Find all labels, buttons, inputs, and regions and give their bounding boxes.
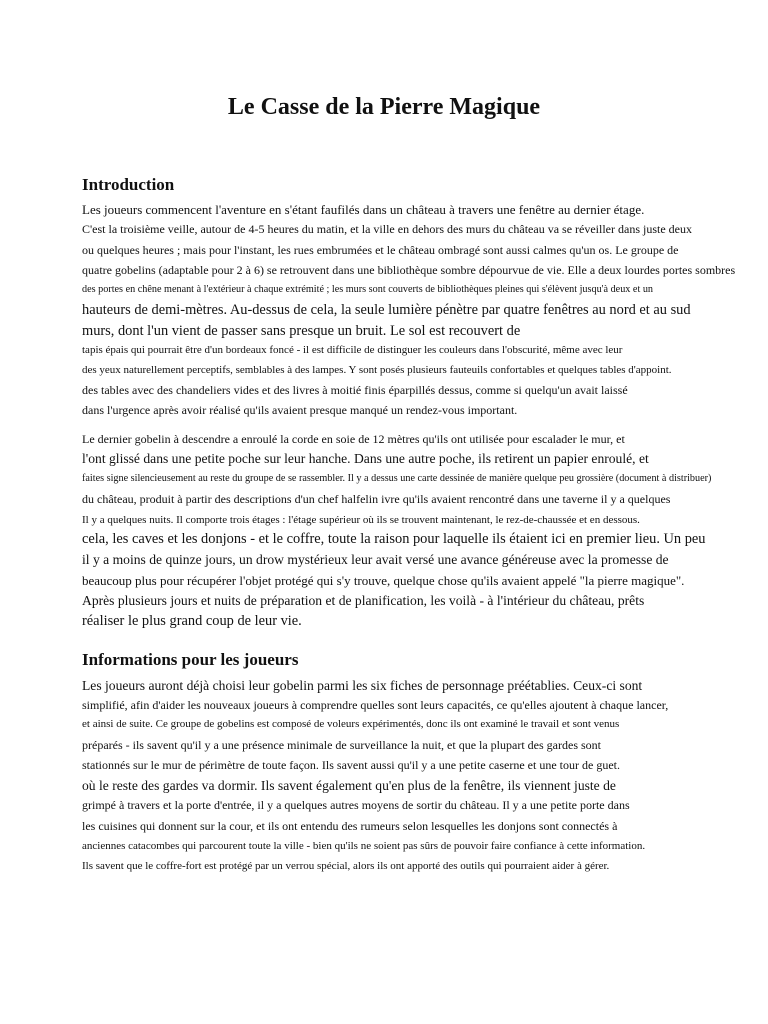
paragraph-line: l'ont glissé dans une petite poche sur leur hanche. Dans une autre poche, ils retirent un papier enroulé, et [82, 451, 649, 466]
paragraph-line: hauteurs de demi-mètres. Au-dessus de cela, la seule lumière pénètre par quatre fenêtres au nord et au sud [82, 302, 691, 318]
document-title: Le Casse de la Pierre Magique [227, 94, 541, 120]
paragraph-line: du château, produit à partir des descriptions d'un chef halfelin ivre qu'ils avaient rencontré dans une taverne il y a quelques [82, 492, 671, 506]
paragraph-line: Après plusieurs jours et nuits de préparation et de planification, les voilà - à l'intérieur du château, prêts [82, 593, 645, 608]
paragraph-line: C'est la troisième veille, autour de 4-5 heures du matin, et la ville en dehors des murs du château va se réveiller dans juste deux [82, 222, 692, 236]
paragraph-line: Le dernier gobelin à descendre a enroulé la corde en soie de 12 mètres qu'ils ont utilisée pour escalader le mur, et [82, 432, 625, 446]
paragraph-line: où le reste des gardes va dormir. Ils savent également qu'en plus de la fenêtre, ils viennent juste de [82, 778, 616, 793]
paragraph-line: dans l'urgence après avoir réalisé qu'ils avaient presque manqué un rendez-vous important. [82, 403, 518, 417]
paragraph-line: des yeux naturellement perceptifs, semblables à des lampes. Y sont posés plusieurs fauteuils confortables et quelques tables d'appoint. [82, 364, 672, 376]
paragraph-line: cela, les caves et les donjons - et le coffre, toute la raison pour laquelle ils étaient ici en premier lieu. Un peu [82, 531, 706, 547]
paragraph-line: murs, dont l'un vient de passer sans presque un bruit. Le sol est recouvert de [82, 323, 521, 339]
paragraph-line: les cuisines qui donnent sur la cour, et ils ont entendu des rumeurs selon lesquelles les donjons sont connectés à [82, 819, 618, 833]
paragraph-line: et ainsi de suite. Ce groupe de gobelins est composé de voleurs expérimentés, donc ils ont examiné le travail et sont venus [82, 718, 620, 730]
paragraph-line: anciennes catacombes qui parcourent toute la ville - bien qu'ils ne soient pas sûrs de pouvoir faire confiance à cette information. [82, 840, 646, 852]
paragraph-line: Il y a quelques nuits. Il comporte trois étages : l'étage supérieur où ils se trouvent maintenant, le rez-de-chaussée et en dessous. [82, 514, 640, 526]
paragraph-line: Les joueurs commencent l'aventure en s'étant faufilés dans un château à travers une fenêtre au dernier étage. [82, 202, 645, 217]
paragraph-line: simplifié, afin d'aider les nouveaux joueurs à comprendre quelles sont leurs capacités, ce qu'elles ajoutent à chaque lancer, [82, 698, 669, 712]
paragraph-line: des tables avec des chandeliers vides et des livres à moitié finis éparpillés dessus, comme si quelqu'un avait laissé [82, 383, 628, 397]
paragraph-line: réaliser le plus grand coup de leur vie. [82, 613, 302, 629]
paragraph-line: stationnés sur le mur de périmètre de toute façon. Ils savent aussi qu'il y a une petite caserne et une tour de guet. [82, 758, 620, 772]
paragraph-line: préparés - ils savent qu'il y a une présence minimale de surveillance la nuit, et que la plupart des gardes sont [82, 738, 601, 752]
paragraph-line: il y a moins de quinze jours, un drow mystérieux leur avait versé une avance généreuse avec la promesse de [82, 552, 669, 567]
paragraph-line: ou quelques heures ; mais pour l'instant, les rues embrumées et le château ombragé sont aussi calmes qu'un os. Le groupe de [82, 243, 679, 257]
paragraph-line: Ils savent que le coffre-fort est protégé par un verrou spécial, alors ils ont apporté des outils qui pourraient aider à gérer. [82, 860, 610, 872]
paragraph-line: beaucoup plus pour récupérer l'objet protégé qui s'y trouve, quelque chose qu'ils avaient appelé "la pierre magique". [82, 573, 685, 588]
section-heading-introduction: Introduction [82, 175, 175, 194]
section-heading-informations-joueurs: Informations pour les joueurs [82, 650, 299, 669]
paragraph-line: tapis épais qui pourrait être d'un bordeaux foncé - il est difficile de distinguer les couleurs dans l'obscurité, même avec leur [82, 344, 623, 356]
paragraph-line: quatre gobelins (adaptable pour 2 à 6) se retrouvent dans une bibliothèque sombre dépourvue de vie. Elle a deux lourdes portes sombres [82, 263, 736, 277]
paragraph-line: faites signe silencieusement au reste du groupe de se rassembler. Il y a dessus une carte dessinée de manière quelque peu grossière (document à distribuer) [82, 473, 712, 484]
paragraph-line: Les joueurs auront déjà choisi leur gobelin parmi les six fiches de personnage préétablies. Ceux-ci sont [82, 678, 643, 693]
paragraph-line: des portes en chêne menant à l'extérieur à chaque extrémité ; les murs sont couverts de bibliothèques pleines qui s'élèvent jusqu'à deux et un [82, 284, 654, 295]
paragraph-line: grimpé à travers et la porte d'entrée, il y a quelques autres moyens de sortir du château. Il y a une petite porte dans [82, 798, 630, 812]
